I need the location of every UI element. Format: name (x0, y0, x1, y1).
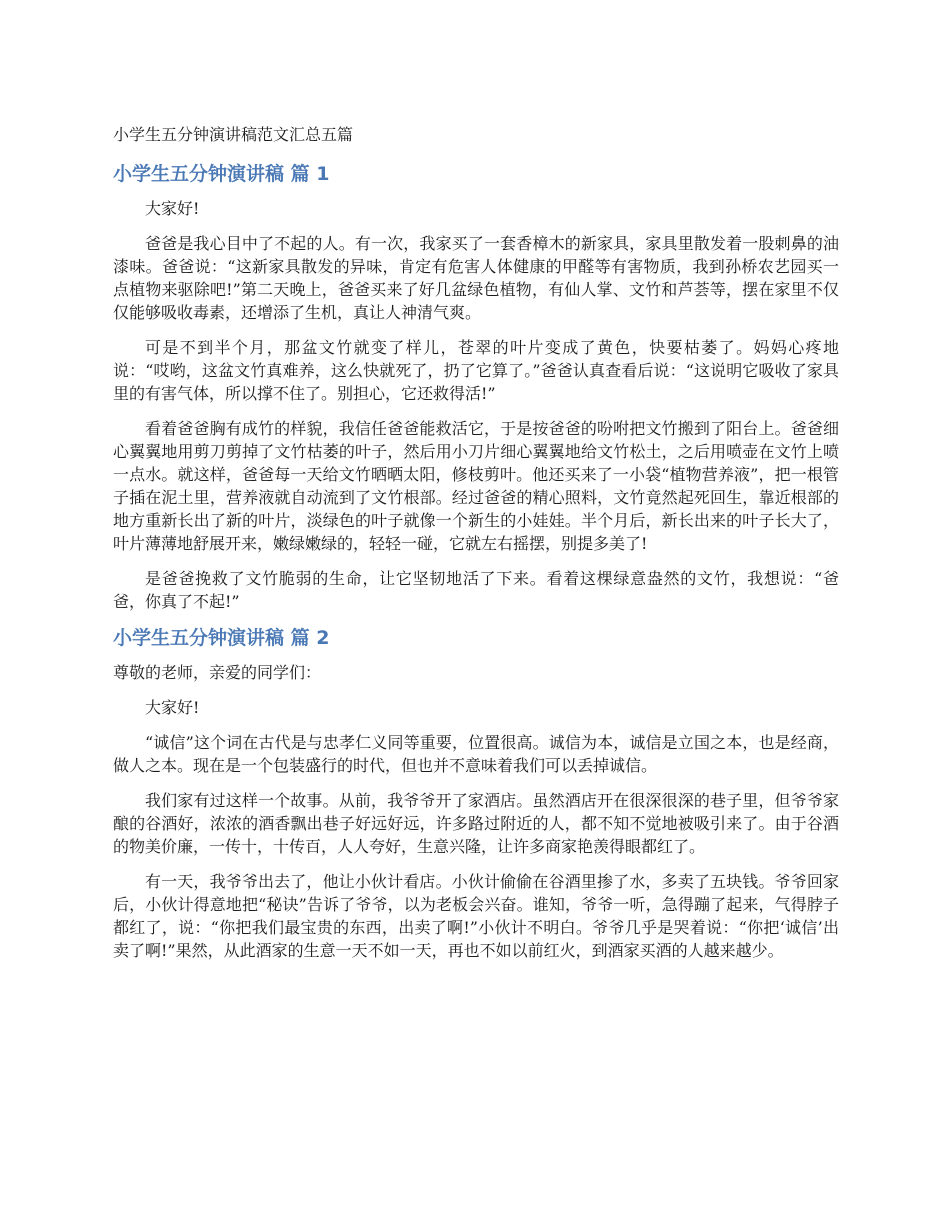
section-heading: 小学生五分钟演讲稿 篇 2 (113, 627, 330, 649)
paragraph: 大家好! (145, 199, 200, 218)
paragraph: 爸爸是我心目中了不起的人。有一次，我家买了一套香樟木的新家具，家具里散发着一股刺鼻的油漆味。爸爸说：“这新家具散发的异味，肯定有危害人体健康的甲醛等有害物质，我到孙桥农艺园买一点植物来驱除吧!”第二天晚上，爸爸买来了好几盆绿色植物，有仙人掌、文竹和芦荟等，摆在家里不仅仅能够吸收毒素，还增添了生机，真让人神清气爽。 (113, 234, 839, 322)
paragraph: 看着爸爸胸有成竹的样貌，我信任爸爸能救活它，于是按爸爸的吩咐把文竹搬到了阳台上。爸爸细心翼翼地用剪刀剪掉了文竹枯萎的叶子，然后用小刀片细心翼翼地给文竹松土，之后用喷壶在文竹上喷一点水。就这样，爸爸每一天给文竹晒晒太阳，修枝剪叶。他还买来了一小袋“植物营养液”，把一根管子插在泥土里，营养液就自动流到了文竹根部。经过爸爸的精心照料，文竹竟然起死回生，靠近根部的地方重新长出了新的叶片，淡绿色的叶子就像一个新生的小娃娃。半个月后，新长出来的叶子长大了，叶片薄薄地舒展开来，嫩绿嫩绿的，轻轻一碰，它就左右摇摆，别提多美了! (113, 419, 839, 553)
section-2 (113, 625, 839, 962)
section-heading: 小学生五分钟演讲稿 篇 1 (113, 163, 330, 185)
document-title: 小学生五分钟演讲稿范文汇总五篇 (113, 125, 354, 144)
document-page (113, 123, 839, 974)
paragraph: “诚信”这个词在古代是与忠孝仁义同等重要，位置很高。诚信为本，诚信是立国之本，也是经商，做人之本。现在是一个包装盛行的时代，但也并不意味着我们可以丢掉诚信。 (113, 733, 839, 775)
paragraph: 我们家有过这样一个故事。从前，我爷爷开了家酒店。虽然酒店开在很深很深的巷子里，但爷爷家酿的谷酒好，浓浓的酒香飘出巷子好远好远，许多路过附近的人，都不知不觉地被吸引来了。由于谷酒的物美价廉，一传十，十传百，人人夸好，生意兴隆，让许多商家艳羡得眼都红了。 (113, 791, 839, 856)
paragraph: 是爸爸挽救了文竹脆弱的生命，让它坚韧地活了下来。看着这棵绿意盎然的文竹，我想说：“爸爸，你真了不起!” (113, 569, 839, 611)
paragraph: 可是不到半个月，那盆文竹就变了样儿，苍翠的叶片变成了黄色，快要枯萎了。妈妈心疼地说：“哎哟，这盆文竹真难养，这么快就死了，扔了它算了。”爸爸认真查看后说：“这说明它吸收了家具里的有害气体，所以撑不住了。别担心，它还救得活!” (113, 338, 839, 403)
greeting: 尊敬的老师，亲爱的同学们： (113, 663, 322, 682)
paragraph: 有一天，我爷爷出去了，他让小伙计看店。小伙计偷偷在谷酒里掺了水，多卖了五块钱。爷爷回家后，小伙计得意地把“秘诀”告诉了爷爷，以为老板会兴奋。谁知，爷爷一听，急得蹦了起来，气得脖子都红了，说：“你把我们最宝贵的东西，出卖了啊!”小伙计不明白。爷爷几乎是哭着说：“你把‘诚信’出卖了啊!”果然，从此酒家的生意一天不如一天，再也不如以前红火，到酒家买酒的人越来越少。 (113, 872, 839, 960)
section-1 (113, 161, 839, 613)
paragraph: 大家好! (145, 698, 200, 717)
